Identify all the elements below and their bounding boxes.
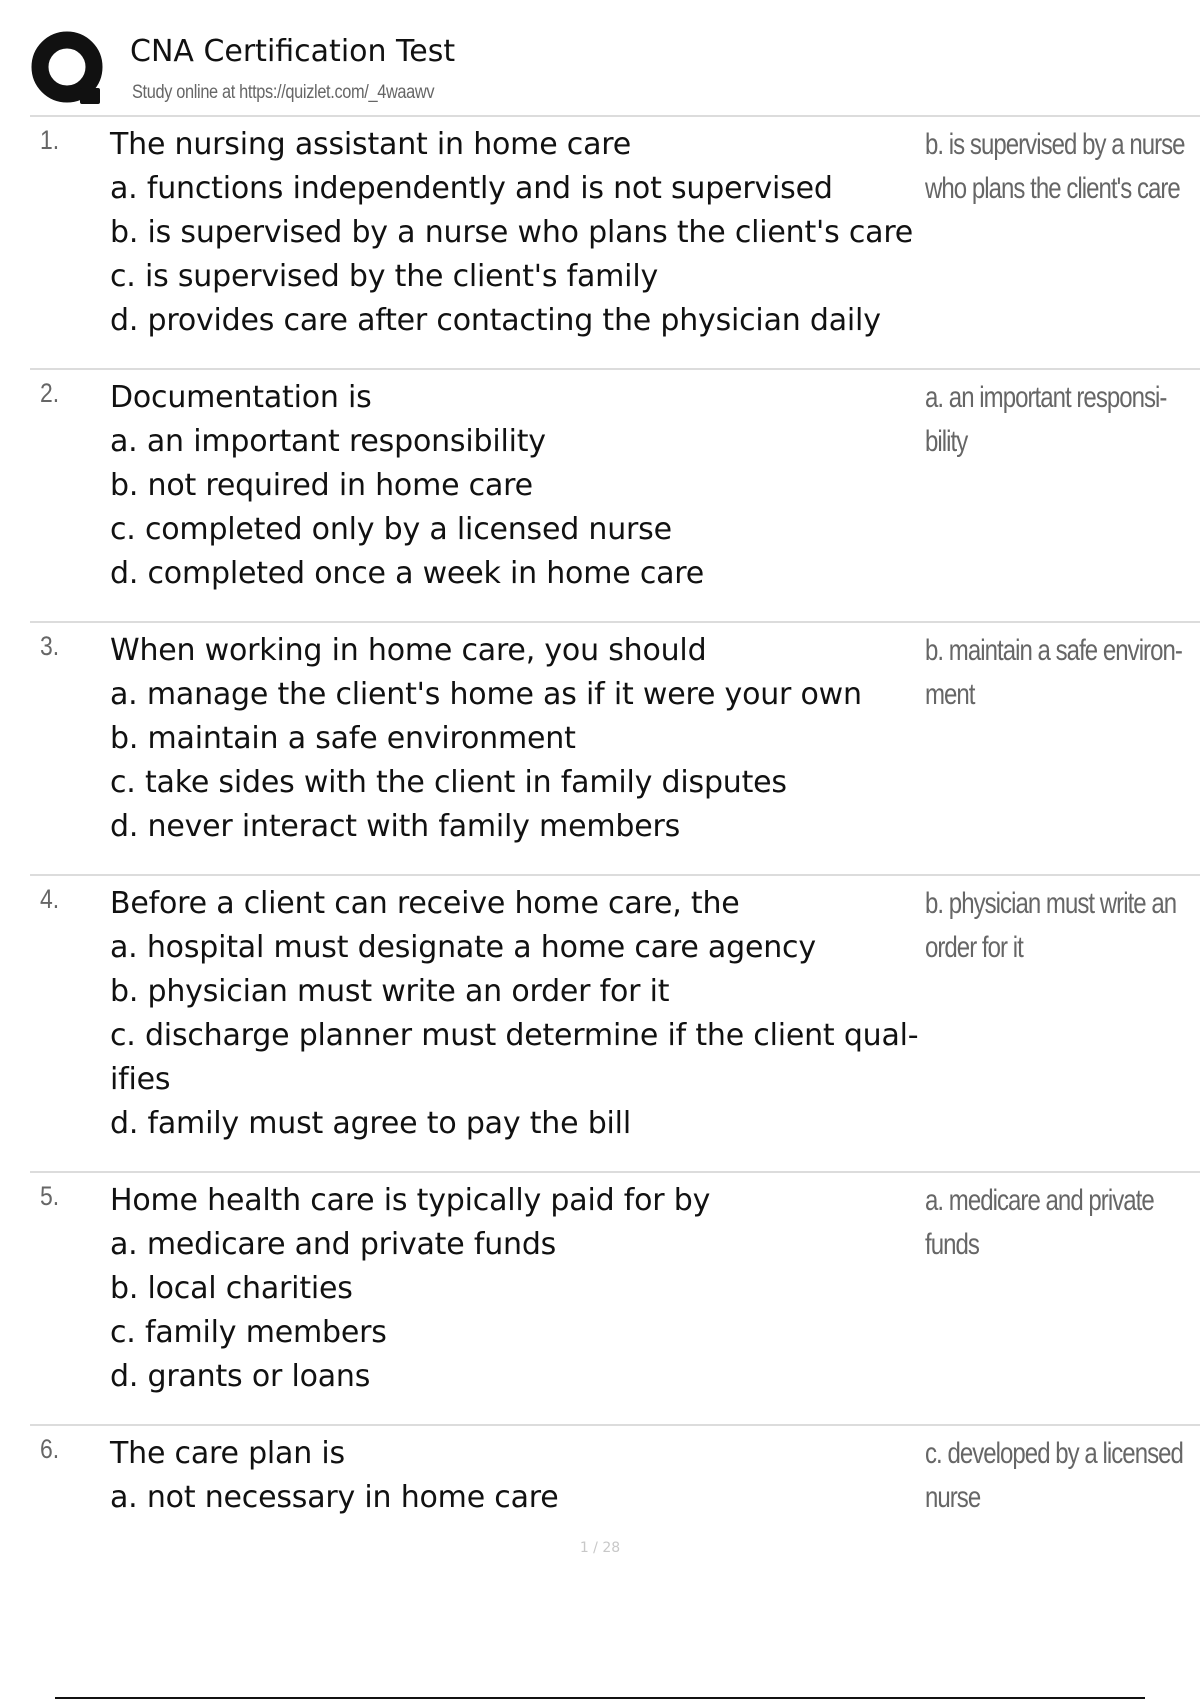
option-c: c. discharge planner must determine if the client qual- [110, 1018, 919, 1053]
page-title: CNA Certification Test [130, 34, 456, 69]
answer-line: b. maintain a safe environ- [925, 634, 1182, 667]
question-card [30, 1426, 1200, 1526]
question-number: 1. [40, 125, 60, 155]
answer-text [925, 1432, 1189, 1520]
question-number: 2. [40, 378, 60, 408]
study-online-link[interactable]: Study online at https://quizlet.com/_4waawv [132, 82, 435, 103]
bottom-divider [55, 1697, 1145, 1699]
option-a: a. not necessary in home care [110, 1480, 559, 1515]
option-b: b. maintain a safe environment [110, 721, 576, 756]
question-prompt: When working in home care, you should [110, 633, 707, 668]
question-prompt: Before a client can receive home care, the [110, 886, 740, 921]
option-c: c. is supervised by the client's family [110, 259, 659, 294]
answer-line: bility [925, 425, 968, 458]
question-card [30, 117, 1200, 370]
question-card [30, 876, 1200, 1173]
question-text [110, 123, 945, 343]
option-d: d. family must agree to pay the bill [110, 1106, 631, 1141]
option-d: d. never interact with family members [110, 809, 681, 844]
answer-text [925, 123, 1189, 211]
option-a: a. manage the client's home as if it were your own [110, 677, 862, 712]
page-indicator: 1 / 28 [579, 1540, 621, 1556]
question-prompt: The nursing assistant in home care [110, 127, 631, 162]
answer-text [925, 1179, 1189, 1267]
question-prompt: Documentation is [110, 380, 372, 415]
question-text [110, 882, 945, 1146]
question-number: 4. [40, 884, 60, 914]
question-prompt: Home health care is typically paid for by [110, 1183, 711, 1218]
answer-text [925, 629, 1189, 717]
answer-line: b. is supervised by a nurse [925, 128, 1185, 161]
question-number: 6. [40, 1434, 60, 1464]
page-header [30, 30, 1200, 117]
option-c-continued: ifies [110, 1062, 171, 1097]
answer-line: ment [925, 678, 975, 711]
question-text [110, 376, 945, 596]
answer-text [925, 376, 1189, 464]
question-number: 5. [40, 1181, 60, 1211]
question-text [110, 1432, 945, 1520]
option-c: c. family members [110, 1315, 387, 1350]
option-a: a. hospital must designate a home care agency [110, 930, 816, 965]
answer-line: nurse [925, 1481, 981, 1514]
option-a: a. functions independently and is not supervised [110, 171, 833, 206]
option-b: b. physician must write an order for it [110, 974, 670, 1009]
question-text [110, 629, 945, 849]
question-text [110, 1179, 945, 1399]
question-card [30, 1173, 1200, 1426]
option-b: b. not required in home care [110, 468, 533, 503]
option-c: c. completed only by a licensed nurse [110, 512, 672, 547]
question-card [30, 623, 1200, 876]
option-d: d. provides care after contacting the physician daily [110, 303, 881, 338]
answer-line: funds [925, 1228, 979, 1261]
answer-line: a. an important responsi- [925, 381, 1167, 414]
answer-line: who plans the client's care [925, 172, 1180, 205]
answer-line: a. medicare and private [925, 1184, 1154, 1217]
option-a: a. an important responsibility [110, 424, 546, 459]
answer-line: b. physician must write an [925, 887, 1177, 920]
answer-line: order for it [925, 931, 1023, 964]
question-card [30, 370, 1200, 623]
option-d: d. completed once a week in home care [110, 556, 705, 591]
option-c: c. take sides with the client in family disputes [110, 765, 787, 800]
option-d: d. grants or loans [110, 1359, 371, 1394]
option-a: a. medicare and private funds [110, 1227, 557, 1262]
question-prompt: The care plan is [110, 1436, 345, 1471]
option-b: b. local charities [110, 1271, 353, 1306]
question-number: 3. [40, 631, 60, 661]
quizlet-logo-icon [30, 30, 110, 110]
answer-line: c. developed by a licensed [925, 1437, 1183, 1470]
answer-text [925, 882, 1189, 970]
option-b: b. is supervised by a nurse who plans the client's care [110, 215, 914, 250]
